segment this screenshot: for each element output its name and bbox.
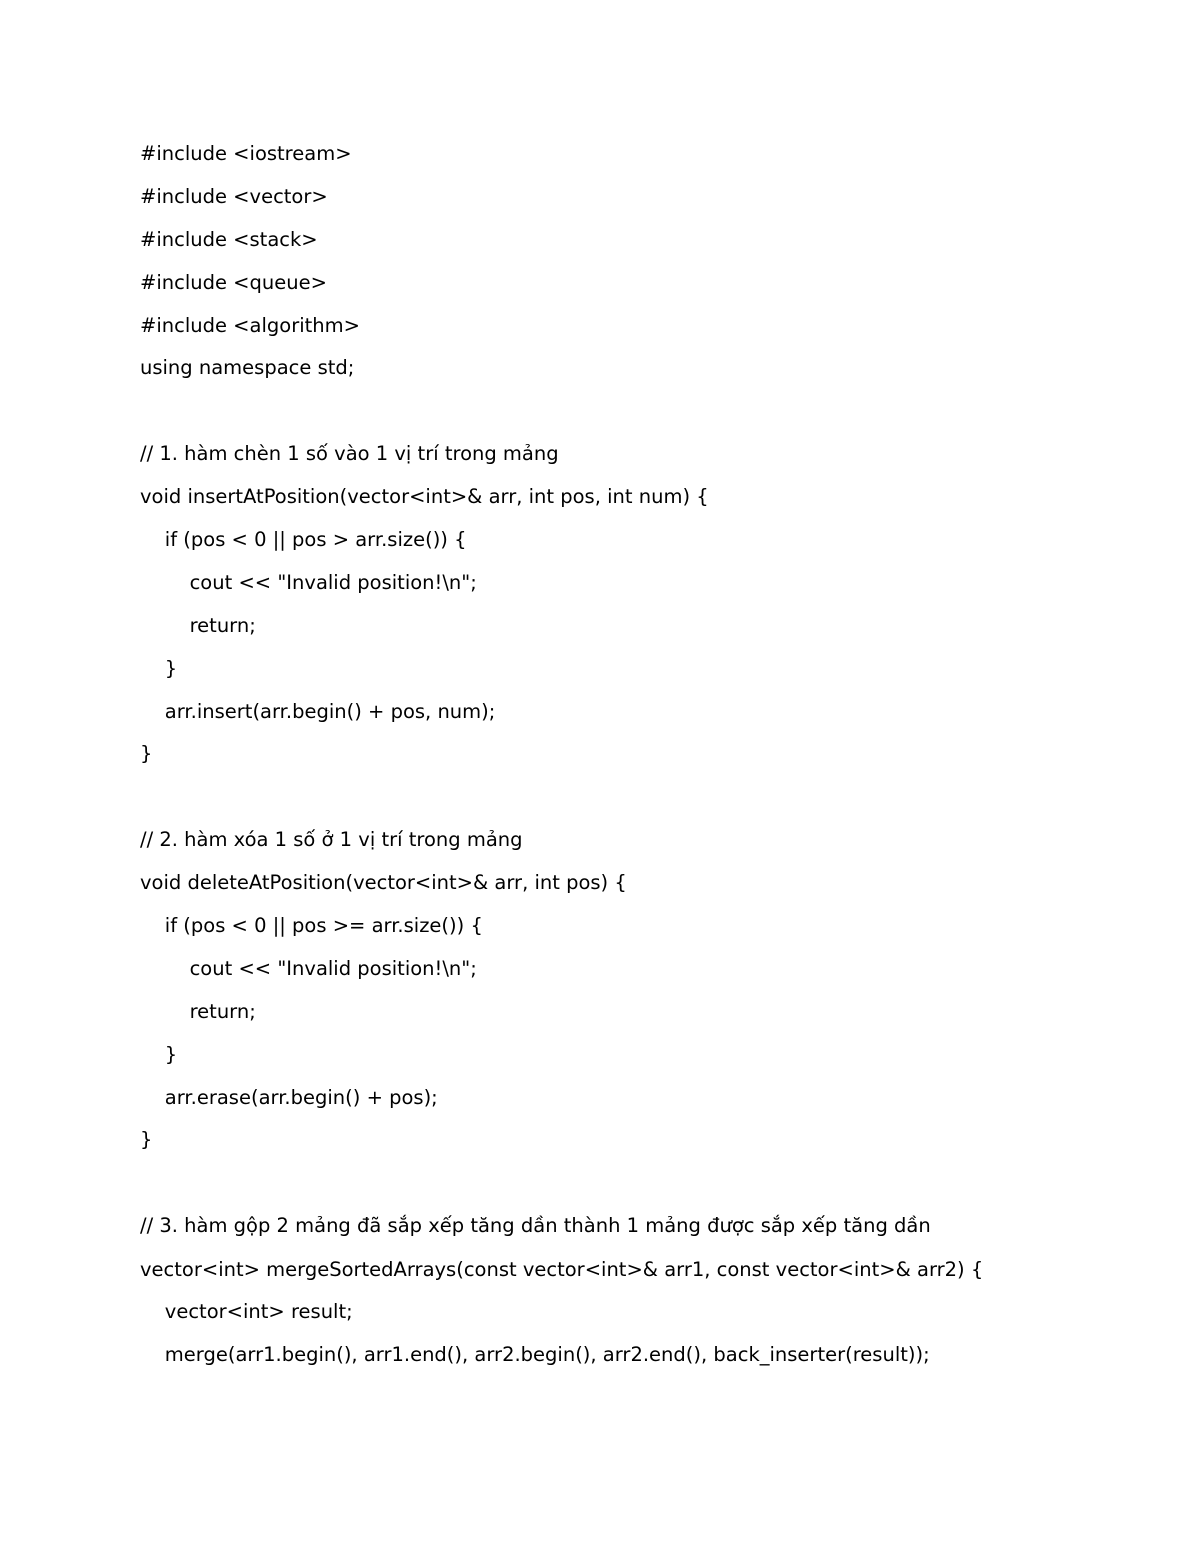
code-line: if (pos < 0 || pos > arr.size()) { (140, 528, 467, 552)
blank-line (140, 776, 1080, 819)
code-line: merge(arr1.begin(), arr1.end(), arr2.begin(), arr2.end(), back_inserter(result)); (140, 1343, 930, 1367)
code-comment: // 3. hàm gộp 2 mảng đã sắp xếp tăng dần thành 1 mảng được sắp xếp tăng dần (140, 1214, 931, 1238)
code-line: void deleteAtPosition(vector<int>& arr, int pos) { (140, 871, 627, 895)
code-line: void insertAtPosition(vector<int>& arr, int pos, int num) { (140, 485, 709, 509)
code-line: return; (140, 613, 256, 637)
code-line: return; (140, 999, 256, 1023)
code-line: #include <vector> (140, 184, 328, 208)
code-line: if (pos < 0 || pos >= arr.size()) { (140, 914, 483, 938)
code-comment: // 1. hàm chèn 1 số vào 1 vị trí trong mảng (140, 442, 559, 466)
code-line: } (140, 656, 178, 680)
code-line: arr.insert(arr.begin() + pos, num); (140, 699, 496, 723)
code-line: vector<int> mergeSortedArrays(const vector<int>& arr1, const vector<int>& arr2) { (140, 1258, 984, 1282)
code-line: #include <iostream> (140, 142, 352, 165)
code-line: } (140, 1042, 178, 1066)
code-line: arr.erase(arr.begin() + pos); (140, 1085, 438, 1109)
code-line: #include <algorithm> (140, 313, 360, 337)
code-body (140, 133, 1080, 1377)
code-line: #include <stack> (140, 227, 318, 251)
code-comment: // 2. hàm xóa 1 số ở 1 vị trí trong mảng (140, 828, 523, 852)
code-line: cout << "Invalid position!\n"; (140, 570, 477, 594)
code-line: vector<int> result; (140, 1300, 353, 1324)
blank-line (140, 1162, 1080, 1205)
blank-line (140, 390, 1080, 433)
code-line: } (140, 742, 153, 766)
code-line: } (140, 1128, 153, 1152)
code-line: #include <queue> (140, 270, 327, 294)
code-line: using namespace std; (140, 356, 355, 380)
code-line: cout << "Invalid position!\n"; (140, 956, 477, 980)
